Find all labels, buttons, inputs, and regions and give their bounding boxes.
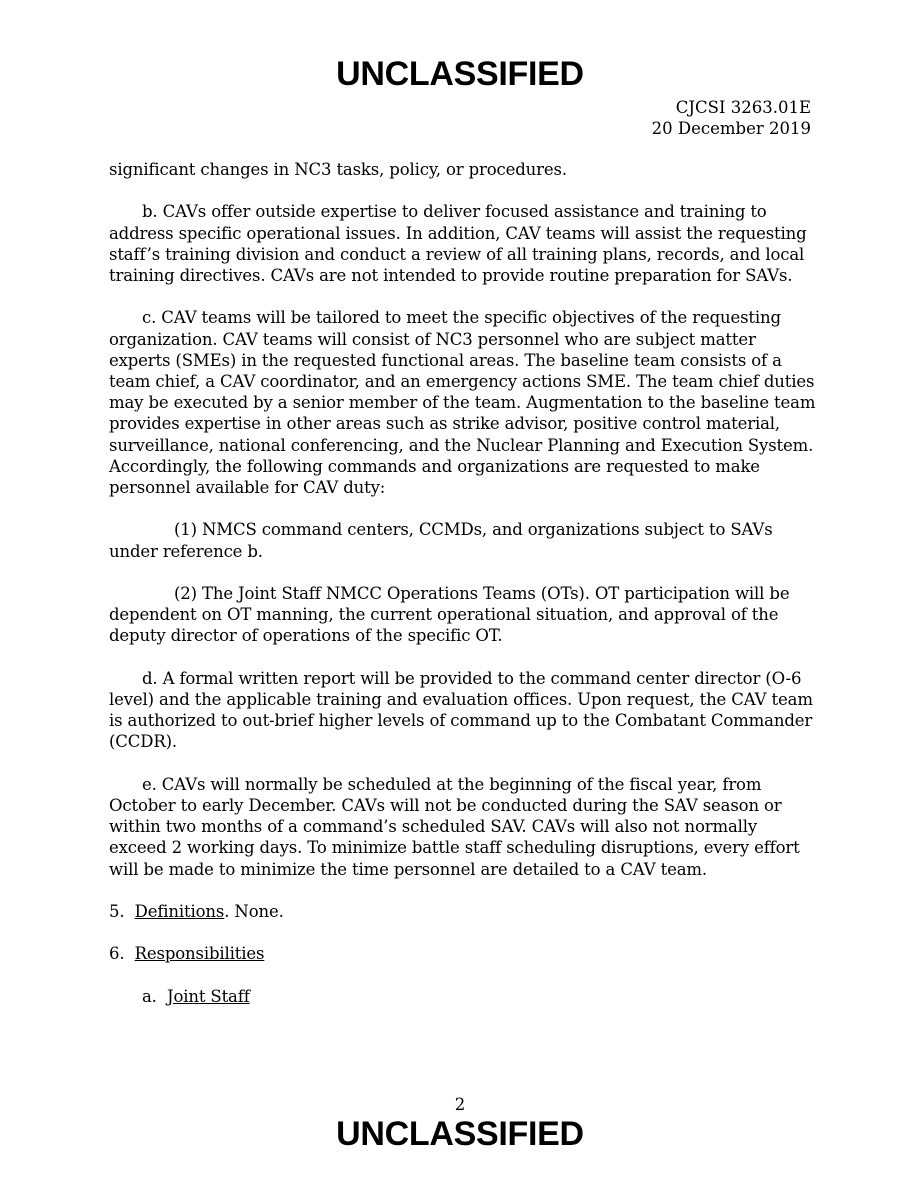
page-number: 2 [454,1095,466,1114]
paragraph-d: d. A formal written report will be provided to the command center director (O-6 level) and the applicable training and evaluation offices. Upon request, the CAV team is authorized to out-brief higher levels of command up to the Combatant Commander (CCDR). [109,668,813,752]
section-6-responsibilities [109,943,819,964]
document-number: CJCSI 3263.01E [675,98,811,117]
section-5-number: 5. [109,902,125,921]
classification-banner-top: UNCLASSIFIED [336,55,584,93]
paragraph-c: c. CAV teams will be tailored to meet the specific objectives of the requesting organization. CAV teams will consist of NC3 personnel who are subject matter experts (SMEs) in the requested functional areas. The baseline team consists of a team chief, a CAV coordinator, and an emergency actions SME. The team chief duties may be executed by a senior member of the team. Augmentation to the baseline team provides expertise in other areas such as strike advisor, positive control material, surveillance, national conferencing, and the Nuclear Planning and Execution System. Accordingly, the following commands and organizations are requested to make personnel available for CAV duty: [109,308,816,498]
section-5-text: . None. [224,902,284,921]
paragraph-continuation: significant changes in NC3 tasks, policy, or procedures. [109,160,567,179]
paragraph-c-2: (2) The Joint Staff NMCC Operations Teams (OTs). OT participation will be dependent on OT manning, the current operational situation, and approval of the deputy director of operations of the specific OT. [109,584,790,646]
section-6-number: 6. [109,944,125,964]
paragraph-e: e. CAVs will normally be scheduled at the beginning of the fiscal year, from October to early December. CAVs will not be conducted during the SAV season or within two months of a command’s scheduled SAV. CAVs will also not normally exceed 2 working days. To minimize battle staff scheduling disruptions, every effort will be made to minimize the time personnel are detailed to a CAV team. [109,774,800,879]
paragraph-b: b. CAVs offer outside expertise to deliver focused assistance and training to address specific operational issues. In addition, CAV teams will assist the requesting staff’s training division and conduct a review of all training plans, records, and local training directives. CAVs are not intended to provide routine preparation for SAVs. [109,202,807,285]
section-6-title: Responsibilities [134,944,265,964]
document-body [109,159,819,1028]
section-6a-title: Joint Staff [167,986,250,1006]
classification-banner-bottom: UNCLASSIFIED [336,1115,584,1153]
section-5-title: Definitions [134,902,225,921]
section-5-definitions [109,901,819,922]
paragraph-c-1: (1) NMCS command centers, CCMDs, and organizations subject to SAVs under reference b. [109,520,773,561]
section-6a-joint-staff [109,986,819,1007]
document-date: 20 December 2019 [651,119,811,138]
document-header [652,97,811,139]
section-6a-number: a. [142,986,157,1006]
